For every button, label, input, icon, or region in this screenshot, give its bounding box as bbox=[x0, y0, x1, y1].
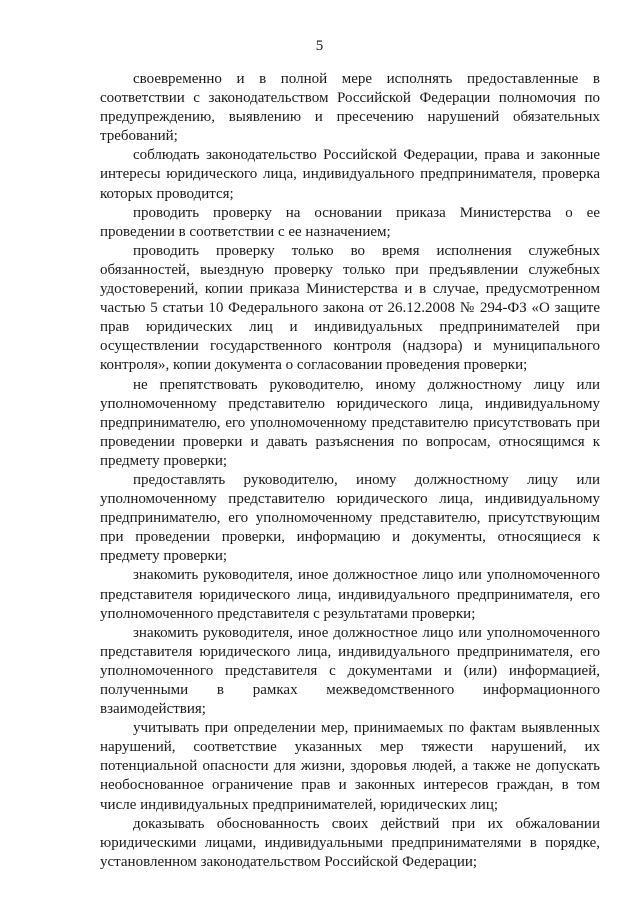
paragraph: проводить проверку только во время исполнения служебных обязанностей, выездную проверку только при предъявлении служебных удостоверений, копии приказа Министерства и в случае, предусмотренном частью 5 статьи 10 Федерального закона от 26.12.2008 № 294-ФЗ «О защите прав юридических лиц и индивидуальных предпринимателей при осуществлении государственного контроля (надзора) и муниципального контроля», копии документа о согласовании проведения проверки; bbox=[100, 242, 600, 374]
paragraph: знакомить руководителя, иное должностное лицо или уполномоченного представителя юридического лица, индивидуального предпринимателя, его уполномоченного представителя с документами и (или) информацией, полученными в рамках межведомственного информационного взаимодействия; bbox=[100, 624, 600, 718]
paragraph: соблюдать законодательство Российской Федерации, права и законные интересы юридического лица, индивидуального предпринимателя, проверка которых проводится; bbox=[100, 147, 600, 202]
paragraph: не препятствовать руководителю, иному должностному лицу или уполномоченному представителю юридического лица, индивидуальному предпринимателю, его уполномоченному представителю присутствовать при проведении проверки и давать разъяснения по вопросам, относящимся к предмету проверки; bbox=[100, 376, 600, 469]
paragraph: знакомить руководителя, иное должностное лицо или уполномоченного представителя юридического лица, индивидуального предпринимателя, его уполномоченного представителя с результатами проверки; bbox=[100, 567, 600, 622]
paragraph: доказывать обоснованность своих действий при их обжаловании юридическими лицами, индивидуальными предпринимателями в порядке, установленном законодательством Российской Федерации; bbox=[100, 815, 600, 870]
paragraph: своевременно и в полной мере исполнять предоставленные в соответствии с законодательством Российской Федерации полномочия по предупреждению, выявлению и пресечению нарушений обязательных требований; bbox=[100, 71, 600, 145]
paragraph: предоставлять руководителю, иному должностному лицу или уполномоченному представителю юридического лица, индивидуальному предпринимателю, его уполномоченному представителю, присутствующим при проведении проверки, информацию и документы, относящиеся к предмету проверки; bbox=[100, 471, 600, 565]
paragraph: учитывать при определении мер, принимаемых по фактам выявленных нарушений, соответствие указанных мер тяжести нарушений, их потенциальной опасности для жизни, здоровья людей, а также не допускать необоснованное ограничение прав и законных интересов граждан, в том числе индивидуальных предпринимателей, юридических лиц; bbox=[100, 720, 600, 813]
paragraph: проводить проверку на основании приказа Министерства о ее проведении в соответствии с ее назначением; bbox=[100, 204, 600, 240]
page-number: 5 bbox=[315, 38, 324, 54]
document-body bbox=[100, 70, 600, 872]
